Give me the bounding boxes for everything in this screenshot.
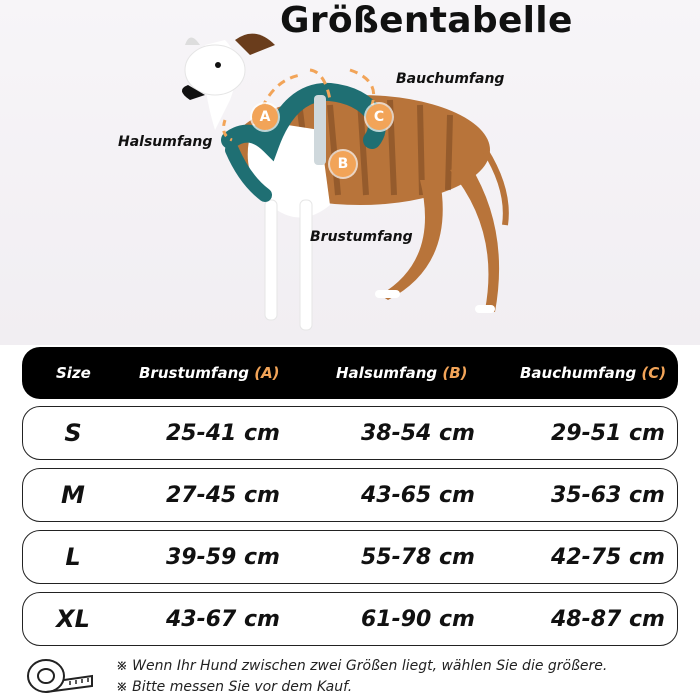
table-row (22, 406, 678, 460)
note-line-1: ※ Wenn Ihr Hund zwischen zwei Größen liegt, wählen Sie die größere. (116, 658, 608, 674)
product-photo-area (0, 0, 700, 345)
brustumfang-label: Brustumfang (310, 229, 413, 245)
size-cell: L (65, 543, 81, 571)
marker-b: B (330, 151, 356, 177)
bauchumfang-label: Bauchumfang (396, 71, 505, 87)
header-bauchumfang-letter: (C) (641, 364, 667, 382)
halsumfang-cell: 61-90 cm (361, 606, 475, 632)
bauchumfang-cell: 42-75 cm (551, 544, 665, 570)
header-bauchumfang-text: Bauchumfang (520, 364, 637, 382)
brustumfang-cell: 25-41 cm (166, 420, 280, 446)
size-cell: S (64, 419, 82, 447)
table-header (22, 347, 678, 399)
table-row (22, 592, 678, 646)
halsumfang-cell: 55-78 cm (361, 544, 475, 570)
bauchumfang-cell: 48-87 cm (551, 606, 665, 632)
measuring-tape-icon (24, 654, 94, 696)
header-brustumfang-text: Brustumfang (139, 364, 249, 382)
header-size: Size (56, 364, 91, 382)
header-brustumfang-letter: (A) (254, 364, 280, 382)
brustumfang-cell: 27-45 cm (166, 482, 280, 508)
halsumfang-label: Halsumfang (118, 134, 213, 150)
size-cell: M (61, 481, 85, 509)
note-line-2: ※ Bitte messen Sie vor dem Kauf. (116, 679, 353, 695)
header-halsumfang-text: Halsumfang (336, 364, 438, 382)
brustumfang-cell: 43-67 cm (166, 606, 280, 632)
marker-c: C (366, 104, 392, 130)
header-bauchumfang (520, 347, 666, 399)
brustumfang-cell: 39-59 cm (166, 544, 280, 570)
size-cell: XL (56, 605, 90, 633)
halsumfang-cell: 43-65 cm (361, 482, 475, 508)
bauchumfang-cell: 35-63 cm (551, 482, 665, 508)
table-row (22, 468, 678, 522)
header-halsumfang (336, 347, 468, 399)
page-title: Größentabelle (280, 0, 573, 41)
table-row (22, 530, 678, 584)
bauchumfang-cell: 29-51 cm (551, 420, 665, 446)
halsumfang-cell: 38-54 cm (361, 420, 475, 446)
header-halsumfang-letter: (B) (442, 364, 468, 382)
marker-a: A (252, 104, 278, 130)
header-brustumfang (139, 347, 280, 399)
